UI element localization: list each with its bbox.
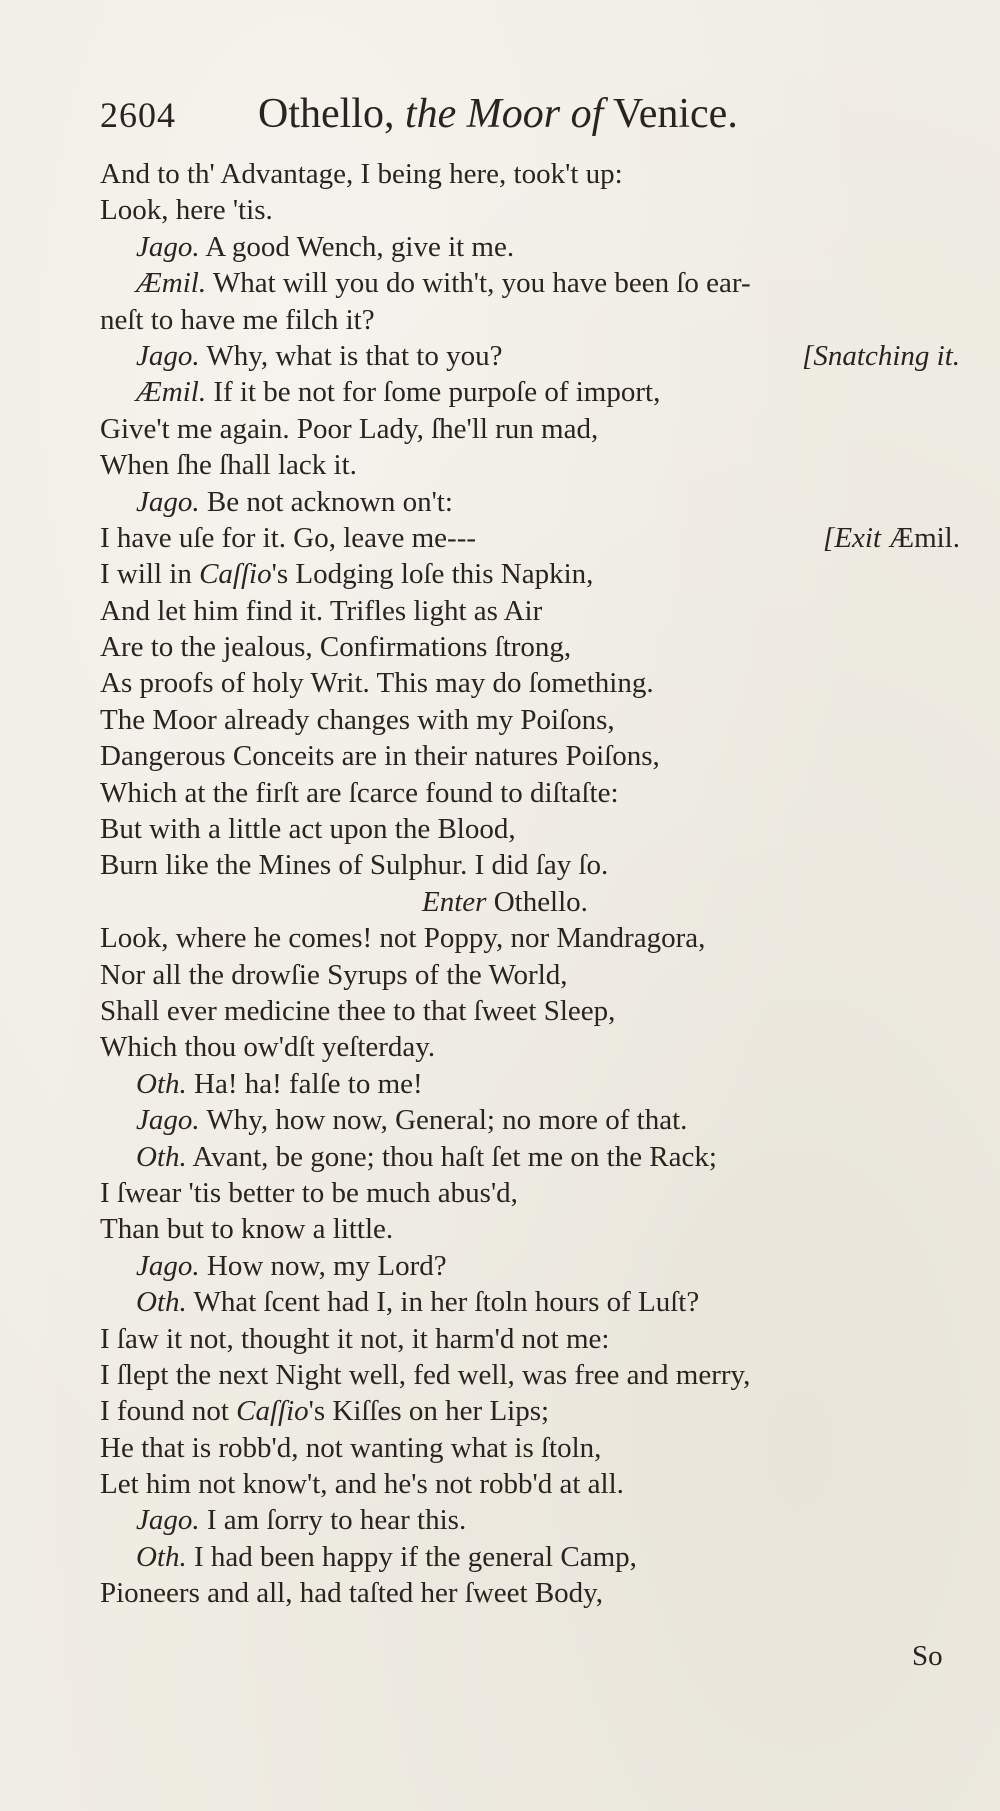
- verse-line: Which at the firſt are ſcarce found to diſtaſte:: [100, 776, 619, 809]
- verse-line: Than but to know a little.: [100, 1213, 394, 1246]
- verse-line: And to th' Advantage, I being here, took't up:: [100, 158, 623, 190]
- speaker-name: Æmil.: [136, 376, 207, 409]
- verse-line: Look, here 'tis.: [100, 194, 273, 227]
- stage-direction: [Snatching it.: [802, 339, 960, 372]
- verse-line: The Moor already changes with my Poiſons,: [100, 703, 615, 736]
- speaker-name: Æmil.: [136, 267, 207, 300]
- speaker-name: Jago.: [136, 339, 200, 372]
- speech-line: Æmil. What will you do with't, you have been ſo ear-: [136, 267, 751, 300]
- speech-line: Jago. How now, my Lord?: [136, 1249, 447, 1282]
- speech-line: Jago. I am ſorry to hear this.: [136, 1504, 467, 1537]
- verse-line: When ſhe ſhall lack it.: [100, 449, 357, 482]
- verse-line: I ſwear 'tis better to be much abus'd,: [100, 1176, 518, 1209]
- speaker-name: Oth.: [136, 1286, 187, 1319]
- speech-line: Jago. Be not acknown on't:: [136, 485, 453, 518]
- verse-line: Look, where he comes! not Poppy, nor Mandragora,: [100, 922, 706, 955]
- speaker-name: Oth.: [136, 1140, 187, 1173]
- verse-line: I have uſe for it. Go, leave me--- [Exit Æmil.: [100, 520, 960, 556]
- verse-line: I ſlept the next Night well, fed well, was free and merry,: [100, 1358, 751, 1391]
- speaker-name: Oth.: [136, 1540, 187, 1573]
- verse-line: Pioneers and all, had taſted her ſweet Body,: [100, 1577, 604, 1610]
- running-title: [258, 90, 738, 138]
- speech-line: Oth. What ſcent had I, in her ſtoln hours of Luſt?: [136, 1286, 700, 1319]
- verse-line: Nor all the drowſie Syrups of the World,: [100, 958, 568, 991]
- speaker-name: Jago.: [136, 485, 200, 518]
- speech-line: Oth. Ha! ha! falſe to me!: [136, 1067, 423, 1100]
- speaker-name: Jago.: [136, 230, 200, 263]
- speaker-name: Jago.: [136, 1104, 200, 1137]
- running-title-play: Othello,: [258, 91, 395, 137]
- running-header: [100, 88, 920, 148]
- verse-line: I will in Caſſio's Lodging loſe this Napkin,: [100, 558, 594, 591]
- speech-line: Æmil. If it be not for ſome purpoſe of import,: [136, 376, 661, 409]
- speech-line: Jago. Why, how now, General; no more of that.: [136, 1104, 688, 1137]
- verse-line: As proofs of holy Writ. This may do ſomething.: [100, 667, 654, 700]
- verse-line: Let him not know't, and he's not robb'd at all.: [100, 1468, 624, 1501]
- verse-line: He that is robb'd, not wanting what is ſtoln,: [100, 1431, 602, 1464]
- speech-line: Oth. Avant, be gone; thou haſt ſet me on the Rack;: [136, 1140, 717, 1173]
- speech-line: Jago. A good Wench, give it me.: [136, 230, 515, 263]
- verse-line: Shall ever medicine thee to that ſweet Sleep,: [100, 994, 616, 1027]
- speech-line: Jago. Why, what is that to you? [Snatching it.: [100, 338, 960, 374]
- page-number: 2604: [100, 95, 176, 135]
- running-title-italic: the Moor of: [404, 91, 604, 137]
- catchword: So: [912, 1640, 943, 1672]
- verse-line: I ſaw it not, thought it not, it harm'd not me:: [100, 1322, 610, 1355]
- play-text: [100, 156, 960, 1612]
- verse-line: Burn like the Mines of Sulphur. I did ſay ſo.: [100, 849, 609, 882]
- speech-line: Oth. I had been happy if the general Camp,: [136, 1540, 637, 1573]
- verse-line: Give't me again. Poor Lady, ſhe'll run mad,: [100, 412, 599, 445]
- verse-line: But with a little act upon the Blood,: [100, 813, 516, 846]
- speaker-name: Jago.: [136, 1249, 200, 1282]
- speaker-name: Oth.: [136, 1067, 187, 1100]
- verse-line: Are to the jealous, Confirmations ſtrong,: [100, 631, 572, 664]
- verse-line: And let him find it. Trifles light as Air: [100, 594, 543, 627]
- verse-line: neſt to have me filch it?: [100, 303, 375, 336]
- character-name: Caſſio: [199, 558, 272, 591]
- character-name: Caſſio: [236, 1395, 309, 1428]
- verse-line: Which thou ow'dſt yeſterday.: [100, 1031, 436, 1064]
- stage-direction: [Exit Æmil.: [823, 521, 960, 554]
- verse-line: I found not Caſſio's Kiſſes on her Lips;: [100, 1395, 550, 1428]
- entrance-direction: Enter Othello.: [422, 885, 588, 918]
- verse-line: Dangerous Conceits are in their natures Poiſons,: [100, 740, 660, 773]
- speaker-name: Jago.: [136, 1504, 200, 1537]
- running-title-place: Venice.: [613, 91, 738, 137]
